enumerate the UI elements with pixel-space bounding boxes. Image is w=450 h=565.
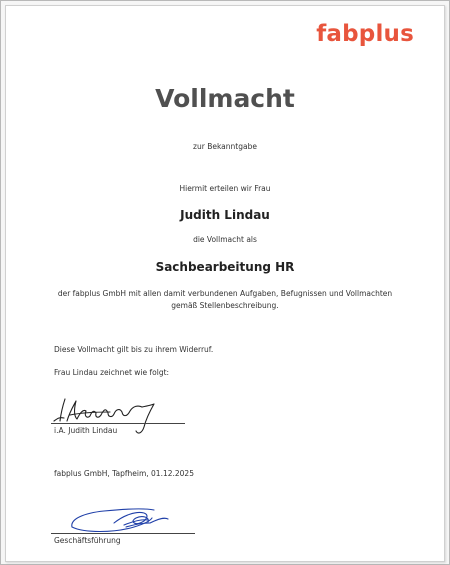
description-line-1: der fabplus GmbH mit allen damit verbundenen Aufgaben, Befugnissen und Vollmachten — [57, 289, 393, 298]
intro-text: Hiermit erteilen wir Frau — [179, 184, 271, 193]
validity-text: Diese Vollmacht gilt bis zu ihrem Widerruf. — [54, 345, 214, 354]
role-title: Sachbearbeitung HR — [155, 260, 295, 274]
signature-line-2 — [51, 533, 195, 534]
signature-line-1 — [51, 423, 185, 424]
description-line-2: gemäß Stellenbeschreibung. — [171, 301, 279, 310]
document-title: Vollmacht — [155, 84, 295, 113]
company-logo: fabplus — [316, 21, 414, 47]
description — [6, 288, 444, 312]
place-date: fabplus GmbH, Tapfheim, 01.12.2025 — [54, 469, 194, 478]
subtitle: zur Bekanntgabe — [193, 142, 257, 151]
vollmacht-als-text: die Vollmacht als — [193, 235, 257, 244]
document-page — [5, 5, 445, 562]
signature-2-caption: Geschäftsführung — [54, 536, 121, 545]
signs-as-text: Frau Lindau zeichnet wie folgt: — [54, 368, 170, 377]
signature-1-caption: i.A. Judith Lindau — [54, 426, 118, 435]
person-name: Judith Lindau — [180, 208, 270, 222]
